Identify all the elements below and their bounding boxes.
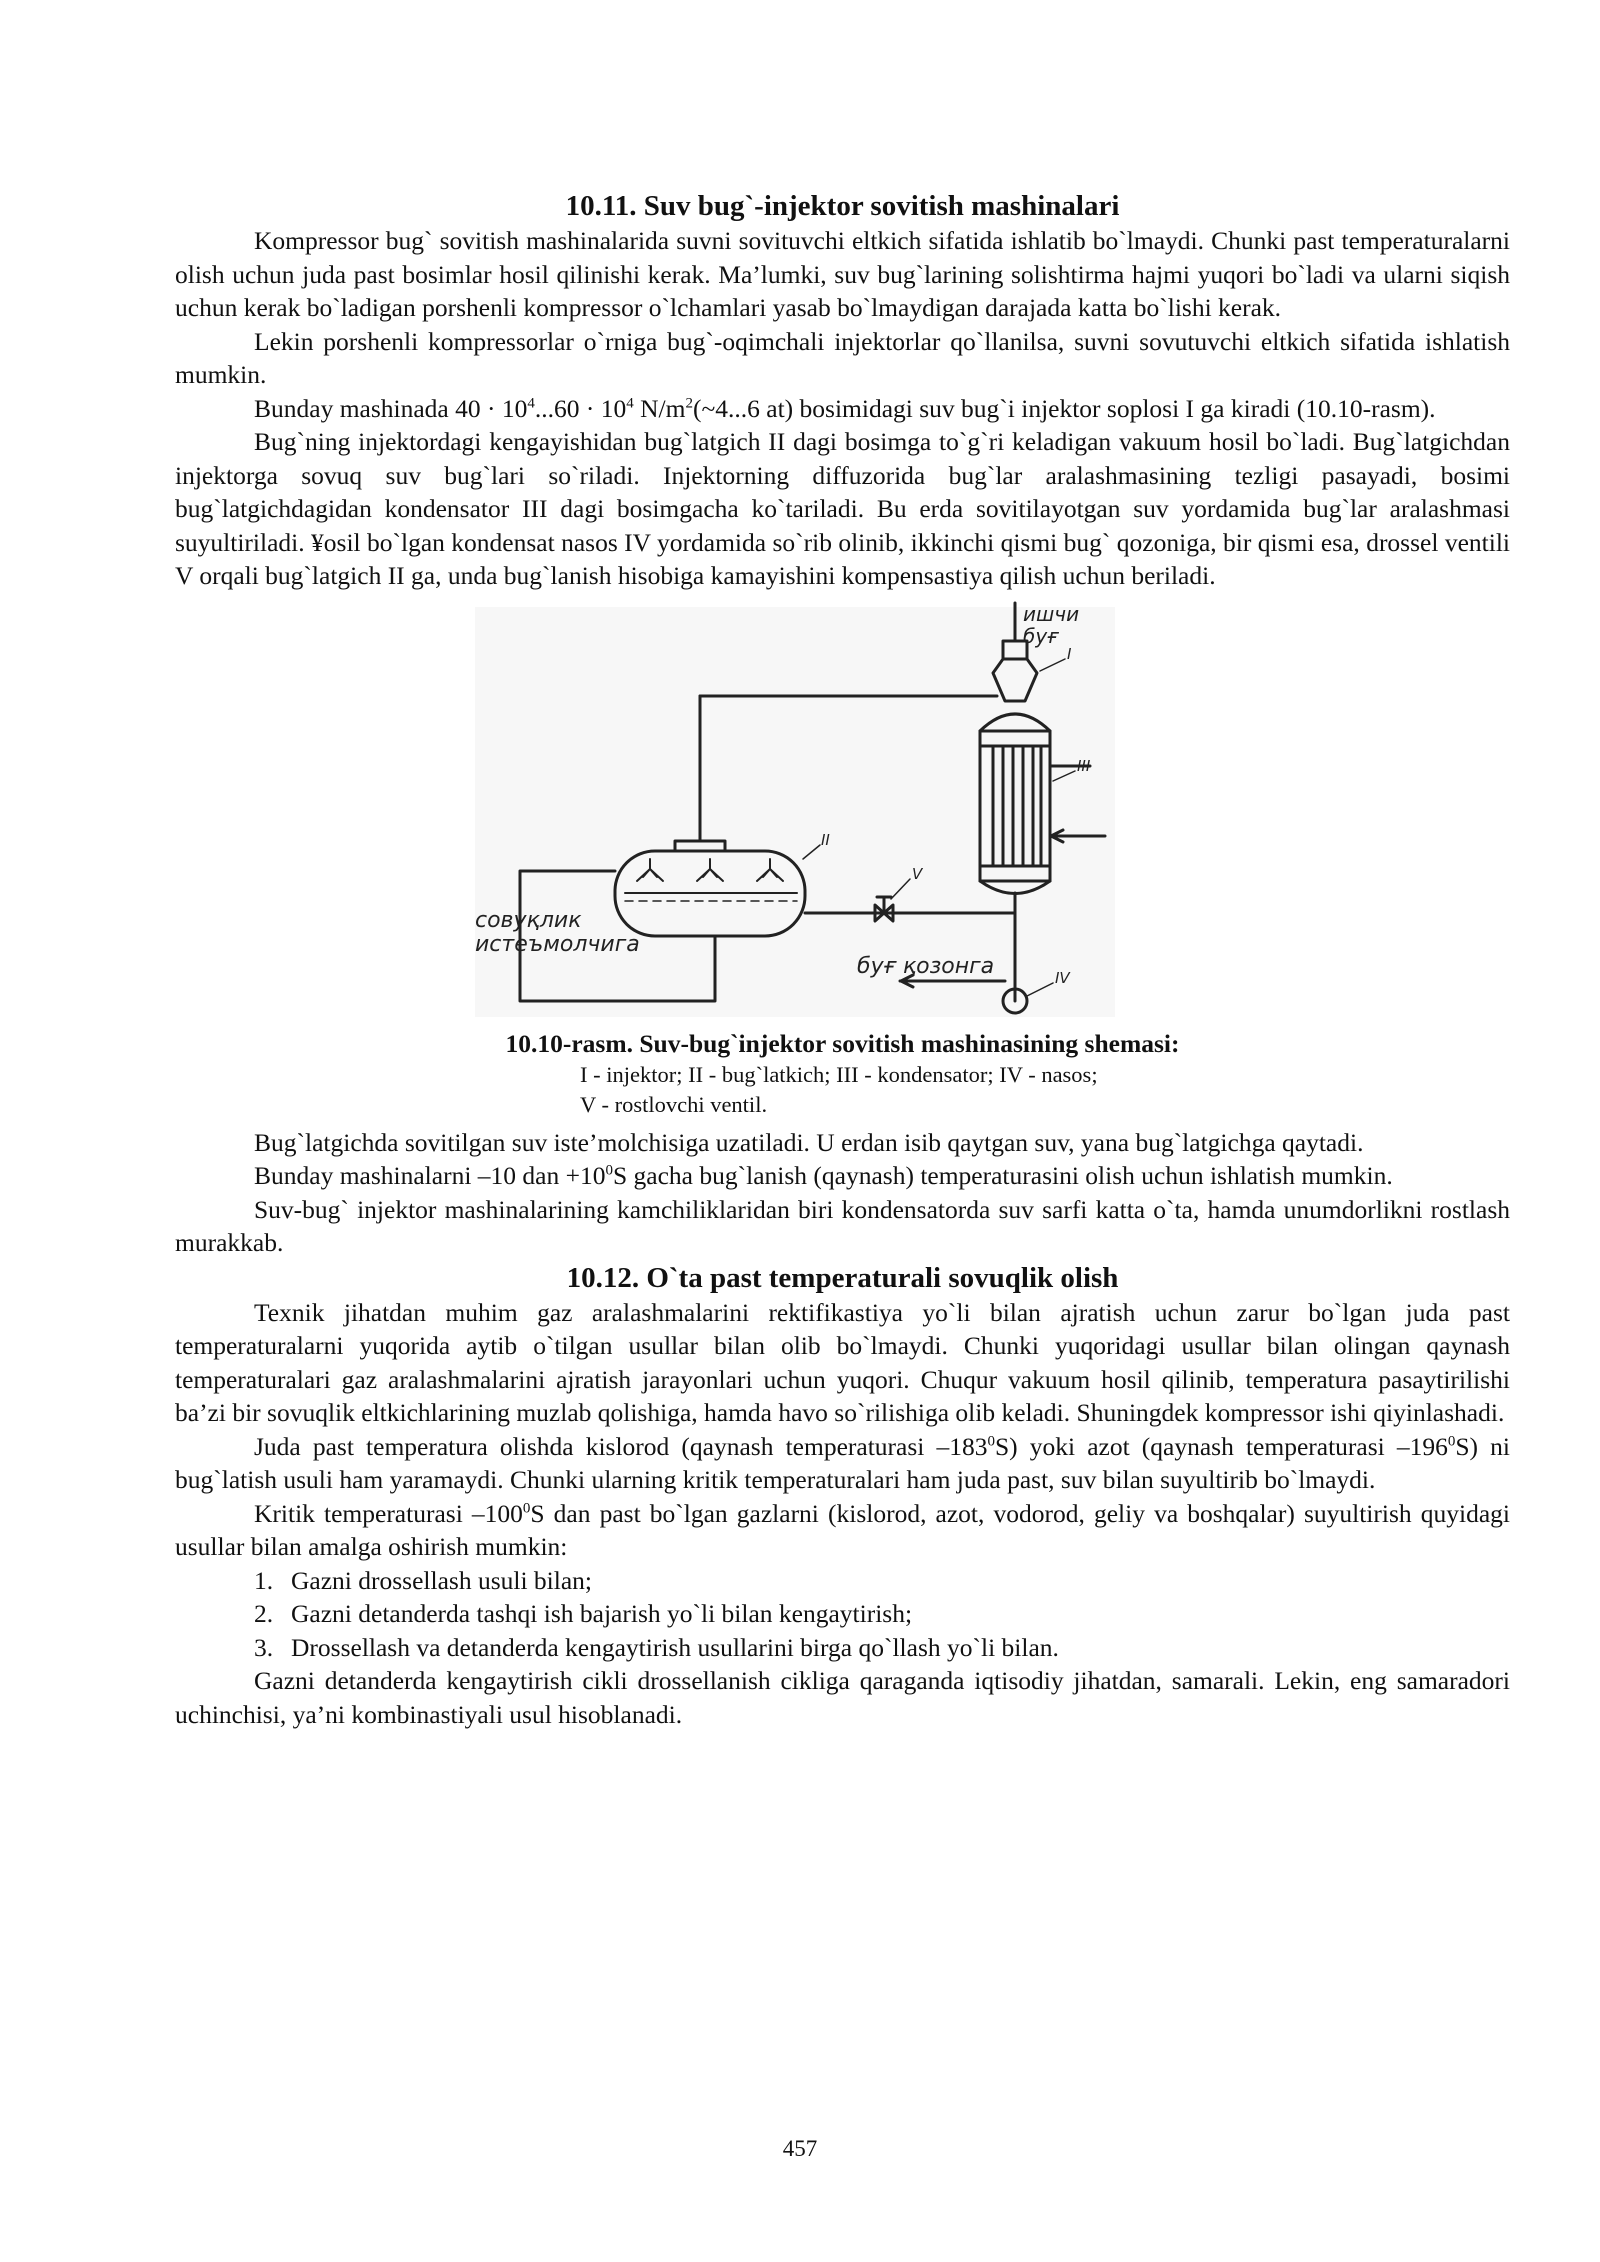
methods-list (175, 1564, 1510, 1665)
paragraph: Suv-bug` injektor mashinalarining kamchiliklaridan biri kondensatorda suv sarfi katta o`ta, hamda unumdorlikni rostlash murakkab. (175, 1194, 1510, 1257)
paragraph: Texnik jihatdan muhim gaz aralashmalarini rektifikastiya yo`li bilan ajratish uchun zarur bo`lgan juda past temperaturalarni yuqorida aytib o`tilgan usullar bilan olib bo`lmaydi. Chunki yuqoridagi usullar bilan olingan qaynash temperaturalari gaz aralashmalarini ajratish jarayonlari uchun yuqori. Chuqur vakuum hosil qilinib, temperatura pasaytirilishi ba’zi bir sovuqlik eltkichlarining muzlab qolishiga, hamda havo so`rilishiga olib keladi. Shuningdek kompressor ishi qiyinlashadi. (175, 1297, 1510, 1427)
list-item: 2. Gazni detanderda tashqi ish bajarish yo`li bilan kengaytirish; (254, 1599, 913, 1628)
label-consumer-2: истеъмолчига (475, 931, 640, 957)
figure-legend (175, 1060, 1510, 1120)
mark-II: II (821, 830, 830, 849)
legend-line: V - rostlovchi ventil. (580, 1091, 768, 1117)
paragraph: Bunday mashinalarni –10 dan $+10^0S$ gacha bug`lanish (qaynash) temperaturasini olish uchun ishlatish mumkin. (254, 1161, 1393, 1190)
label-consumer-1: совуқлик (475, 907, 582, 933)
injector-scheme-diagram (475, 601, 1115, 1021)
mark-IV: IV (1055, 968, 1070, 987)
paragraph: Bug`latgichda sovitilgan suv iste’molchisiga uzatiladi. U erdan isib qaytgan suv, yana bug`latgichga qaytadi. (254, 1127, 1364, 1157)
legend-line: I - injektor; II - bug`latkich; III - kondensator; IV - nasos; (580, 1061, 1098, 1087)
figure-caption: 10.10-rasm. Suv-bug`injektor sovitish mashinasining shemasi: (505, 1028, 1180, 1058)
list-item: 1. Gazni drossellash usuli bilan; (254, 1565, 592, 1595)
paragraph: Kritik temperaturasi $-100^0S$ dan past bo`lgan gazlarni (kislorod, azot, vodorod, geliy va boshqalar) suyultirish quyidagi usullar bilan amalga oshirish mumkin: (175, 1498, 1510, 1561)
paragraph: Juda past temperatura olishda kislorod (qaynash temperaturasi $-183^0S$) yoki azot (qaynash temperaturasi $-196^0S$) ni bug`latish usuli ham yaramaydi. Chunki ularning kritik temperaturalari ham juda past, suv bilan suyultirib bo`lmaydi. (175, 1431, 1510, 1494)
paragraph: Bunday mashinada $40 \cdot 10^4...60 \cdot 10^4$ $N/m^2(\sim 4...6$ at) bosimidagi suv bug`i injektor soplosi I ga kiradi (10.10-rasm). (254, 393, 1436, 423)
mark-III: III (1077, 756, 1091, 775)
paragraph: Kompressor bug` sovitish mashinalarida suvni sovituvchi eltkich sifatida ishlatib bo`lmaydi. Chunki past temperaturalarni olish uchun juda past bosimlar hosil qilinishi kerak. Ma’lumki, suv bug`larining solishtirma hajmi yuqori bo`ladi va ularni siqish uchun kerak bo`ladigan porshenli kompressor o`lchamlari yasab bo`lmaydigan darajada katta bo`lishi kerak. (175, 226, 1510, 322)
label-work-steam-2: буғ (1023, 623, 1059, 648)
label-to-boiler: буғ қозонга (857, 953, 995, 979)
page-content (175, 188, 1510, 1731)
paragraph: Lekin porshenli kompressorlar o`rniga bug`-oqimchali injektorlar qo`llanilsa, suvni sovutuvchi eltkich sifatida ishlatish mumkin. (175, 326, 1510, 389)
label-work-steam-1: ишчи (1023, 601, 1080, 626)
mark-I: I (1067, 644, 1072, 663)
figure-injector-scheme (175, 601, 1510, 1021)
section-title-10-12: 10.12. O`ta past temperaturali sovuqlik olish (566, 1261, 1119, 1294)
paragraph: Bug`ning injektordagi kengayishidan bug`latgich II dagi bosimga to`g`ri keladigan vakuum hosil bo`ladi. Bug`latgichdan injektorga sovuq suv bug`lari so`riladi. Injektorning diffuzorida bug`lar aralashmasining tezligi pasayadi, bosimi bug`latgichdagidan kondensator III dagi bosimgacha ko`tariladi. Bu erda sovitilayotgan suv yordamida bug`lar aralashmasi suyultiriladi. ¥osil bo`lgan kondensat nasos IV yordamida so`rib olinib, ikkinchi qismi bug` qozoniga, bir qismi esa, drossel ventili V orqali bug`latgich II ga, unda bug`lanish hisobiga kamayishini kompensastiya qilish uchun beriladi. (175, 427, 1510, 590)
mark-V: V (912, 864, 923, 883)
paragraph: Gazni detanderda kengaytirish cikli drossellanish cikliga qaraganda iqtisodiy jihatdan, samarali. Lekin, eng samaradori uchinchisi, ya’ni kombinastiyali usul hisoblanadi. (175, 1666, 1510, 1729)
list-item: 3. Drossellash va detanderda kengaytirish usullarini birga qo`llash yo`li bilan. (254, 1632, 1059, 1662)
page-number: 457 (782, 2136, 818, 2161)
section-title-10-11: 10.11. Suv bug`-injektor sovitish mashinalari (565, 190, 1120, 222)
